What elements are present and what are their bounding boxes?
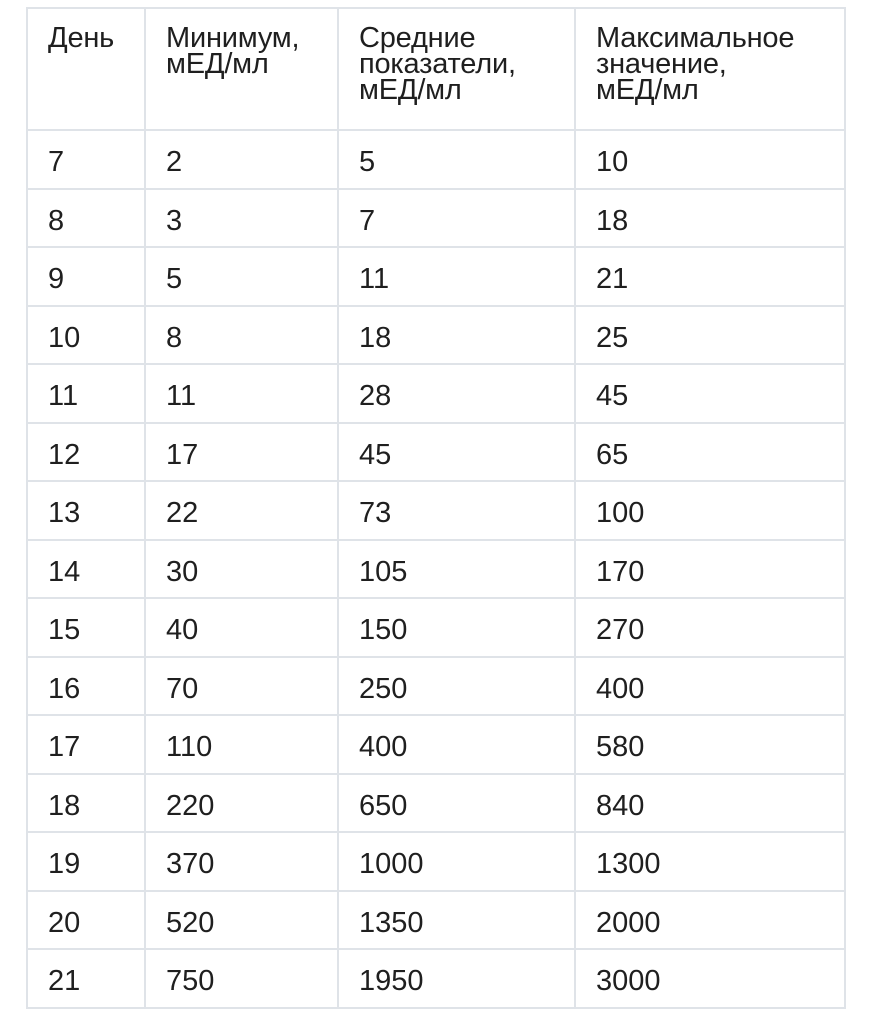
table-row [27, 832, 845, 891]
header-minimum-line: Минимум, [166, 22, 300, 54]
day-cell: 21 [27, 949, 145, 1008]
header-minimum-line: мЕД/мл [166, 48, 269, 80]
table-row [27, 598, 845, 657]
table-row [27, 657, 845, 716]
maximum-cell: 100 [575, 481, 845, 540]
table-row [27, 423, 845, 482]
table-row [27, 540, 845, 599]
table-row [27, 891, 845, 950]
day-cell: 20 [27, 891, 145, 950]
header-day-line: День [48, 22, 115, 54]
table-row [27, 247, 845, 306]
maximum-cell: 10 [575, 130, 845, 189]
day-cell: 16 [27, 657, 145, 716]
hcg-levels-table [26, 7, 846, 1009]
header-maximum-line: значение, [596, 48, 727, 80]
maximum-cell: 18 [575, 189, 845, 248]
maximum-cell: 21 [575, 247, 845, 306]
minimum-cell: 22 [145, 481, 338, 540]
minimum-cell: 110 [145, 715, 338, 774]
minimum-cell: 370 [145, 832, 338, 891]
header-average-line: Средние [359, 22, 476, 54]
maximum-cell: 65 [575, 423, 845, 482]
minimum-cell: 8 [145, 306, 338, 365]
header-maximum-line: мЕД/мл [596, 74, 699, 106]
table-row [27, 949, 845, 1008]
average-cell: 150 [338, 598, 575, 657]
day-cell: 10 [27, 306, 145, 365]
maximum-cell: 270 [575, 598, 845, 657]
day-cell: 18 [27, 774, 145, 833]
table-body [27, 130, 845, 1008]
table-row [27, 715, 845, 774]
maximum-cell: 170 [575, 540, 845, 599]
day-cell: 14 [27, 540, 145, 599]
maximum-cell: 3000 [575, 949, 845, 1008]
average-cell: 400 [338, 715, 575, 774]
average-cell: 650 [338, 774, 575, 833]
table-row [27, 130, 845, 189]
minimum-cell: 30 [145, 540, 338, 599]
minimum-cell: 220 [145, 774, 338, 833]
header-row [27, 8, 845, 130]
header-average-line: мЕД/мл [359, 74, 462, 106]
minimum-cell: 2 [145, 130, 338, 189]
header-maximum [575, 8, 845, 130]
table-row [27, 306, 845, 365]
maximum-cell: 25 [575, 306, 845, 365]
maximum-cell: 840 [575, 774, 845, 833]
table-row [27, 481, 845, 540]
header-average [338, 8, 575, 130]
table-row [27, 774, 845, 833]
day-cell: 11 [27, 364, 145, 423]
minimum-cell: 40 [145, 598, 338, 657]
average-cell: 1350 [338, 891, 575, 950]
average-cell: 18 [338, 306, 575, 365]
minimum-cell: 70 [145, 657, 338, 716]
average-cell: 105 [338, 540, 575, 599]
header-day [27, 8, 145, 130]
day-cell: 19 [27, 832, 145, 891]
day-cell: 12 [27, 423, 145, 482]
minimum-cell: 5 [145, 247, 338, 306]
day-cell: 15 [27, 598, 145, 657]
average-cell: 1950 [338, 949, 575, 1008]
maximum-cell: 580 [575, 715, 845, 774]
day-cell: 17 [27, 715, 145, 774]
day-cell: 7 [27, 130, 145, 189]
day-cell: 13 [27, 481, 145, 540]
day-cell: 9 [27, 247, 145, 306]
average-cell: 73 [338, 481, 575, 540]
average-cell: 45 [338, 423, 575, 482]
average-cell: 28 [338, 364, 575, 423]
header-average-line: показатели, [359, 48, 516, 80]
minimum-cell: 3 [145, 189, 338, 248]
header-maximum-line: Максимальное [596, 22, 795, 54]
maximum-cell: 400 [575, 657, 845, 716]
table-header [27, 8, 845, 130]
average-cell: 5 [338, 130, 575, 189]
average-cell: 11 [338, 247, 575, 306]
minimum-cell: 11 [145, 364, 338, 423]
average-cell: 250 [338, 657, 575, 716]
average-cell: 7 [338, 189, 575, 248]
maximum-cell: 2000 [575, 891, 845, 950]
header-minimum [145, 8, 338, 130]
day-cell: 8 [27, 189, 145, 248]
table-row [27, 189, 845, 248]
minimum-cell: 17 [145, 423, 338, 482]
maximum-cell: 45 [575, 364, 845, 423]
average-cell: 1000 [338, 832, 575, 891]
minimum-cell: 520 [145, 891, 338, 950]
minimum-cell: 750 [145, 949, 338, 1008]
maximum-cell: 1300 [575, 832, 845, 891]
table-row [27, 364, 845, 423]
